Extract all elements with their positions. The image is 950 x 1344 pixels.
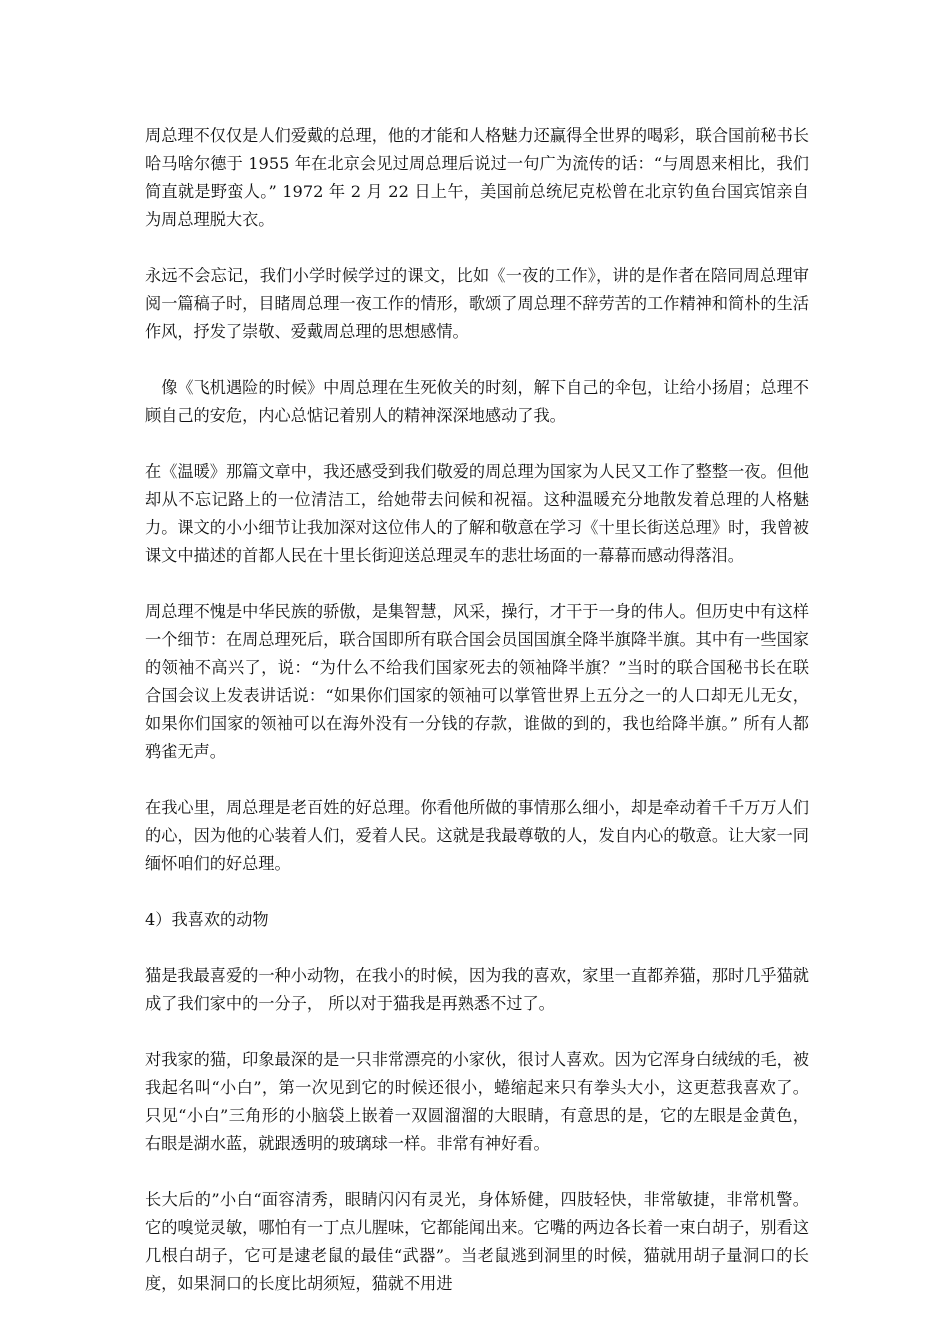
paragraph-xiaobai-description: 对我家的猫，印象最深的是一只非常漂亮的小家伙，很讨人喜欢。因为它浑身白绒绒的毛，被我起名叫“小白”，第一次见到它的时候还很小，蜷缩起来只有拳头大小，这更惹我喜欢了。只见“小白”三角形的小脑袋上嵌着一双圆溜溜的大眼睛，有意思的是，它的左眼是金黄色，右眼是湖水蓝，就跟透明的玻璃球一样。非常有神好看。 xyxy=(145,1050,809,1153)
paragraph-one-night-of-work: 永远不会忘记，我们小学时候学过的课文，比如《一夜的工作》，讲的是作者在陪同周总理审阅一篇稿子时，目睹周总理一夜工作的情形，歌颂了周总理不辞劳苦的工作精神和简朴的生活作风，抒发了崇敬、爱戴周总理的思想感情。 xyxy=(145,266,809,341)
document-page xyxy=(145,122,809,1326)
paragraph-peoples-premier: 在我心里，周总理是老百姓的好总理。你看他所做的事情那么细小，却是牵动着千千万万人们的心，因为他的心装着人们，爱着人民。这就是我最尊敬的人，发自内心的敬意。让大家一同缅怀咱们的好总理。 xyxy=(145,798,809,873)
section-heading-favorite-animal: 4）我喜欢的动物 xyxy=(145,910,269,929)
paragraph-xiaobai-grown-up: 长大后的”小白“面容清秀，眼睛闪闪有灵光，身体矫健，四肢轻快，非常敏捷，非常机警。它的嗅觉灵敏，哪怕有一丁点儿腥味，它都能闻出来。它嘴的两边各长着一束白胡子，别看这几根白胡子，它可是逮老鼠的最佳“武器”。当老鼠逃到洞里的时候，猫就用胡子量洞口的长度，如果洞口的长度比胡须短，猫就不用进 xyxy=(145,1190,809,1293)
paragraph-warmth: 在《温暖》那篇文章中，我还感受到我们敬爱的周总理为国家为人民又工作了整整一夜。但他却从不忘记路上的一位清洁工，给她带去问候和祝福。这种温暖充分地散发着总理的人格魅力。课文的小小细节让我加深对这位伟人的了解和敬意在学习《十里长街送总理》时，我曾被课文中描述的首都人民在十里长街迎送总理灵车的悲壮场面的一幕幕而感动得落泪。 xyxy=(145,462,809,565)
paragraph-half-mast-flags: 周总理不愧是中华民族的骄傲，是集智慧，风采，操行，才干于一身的伟人。但历史中有这样一个细节：在周总理死后，联合国即所有联合国会员国国旗全降半旗降半旗。其中有一些国家的领袖不高兴了，说：“为什么不给我们国家死去的领袖降半旗？”当时的联合国秘书长在联合国会议上发表讲话说：“如果你们国家的领袖可以掌管世界上五分之一的人口却无儿无女，如果你们国家的领袖可以在海外没有一分钱的存款，谁做的到的，我也给降半旗。” 所有人都鸦雀无声。 xyxy=(145,602,809,761)
paragraph-cat-intro: 猫是我最喜爱的一种小动物，在我小的时候，因为我的喜欢，家里一直都养猫，那时几乎猫就成了我们家中的一分子， 所以对于猫我是再熟悉不过了。 xyxy=(145,966,809,1013)
paragraph-premier-admired-worldwide: 周总理不仅仅是人们爱戴的总理，他的才能和人格魅力还赢得全世界的喝彩，联合国前秘书长哈马啥尔德于 1955 年在北京会见过周总理后说过一句广为流传的话：“与周恩来相比，我们简直就是野蛮人。” 1972 年 2 月 22 日上午，美国前总统尼克松曾在北京钓鱼台国宾馆亲自为周总理脱大衣。 xyxy=(145,126,809,229)
paragraph-plane-in-danger: 像《飞机遇险的时候》中周总理在生死攸关的时刻，解下自己的伞包，让给小扬眉；总理不顾自己的安危，内心总惦记着别人的精神深深地感动了我。 xyxy=(145,378,809,425)
